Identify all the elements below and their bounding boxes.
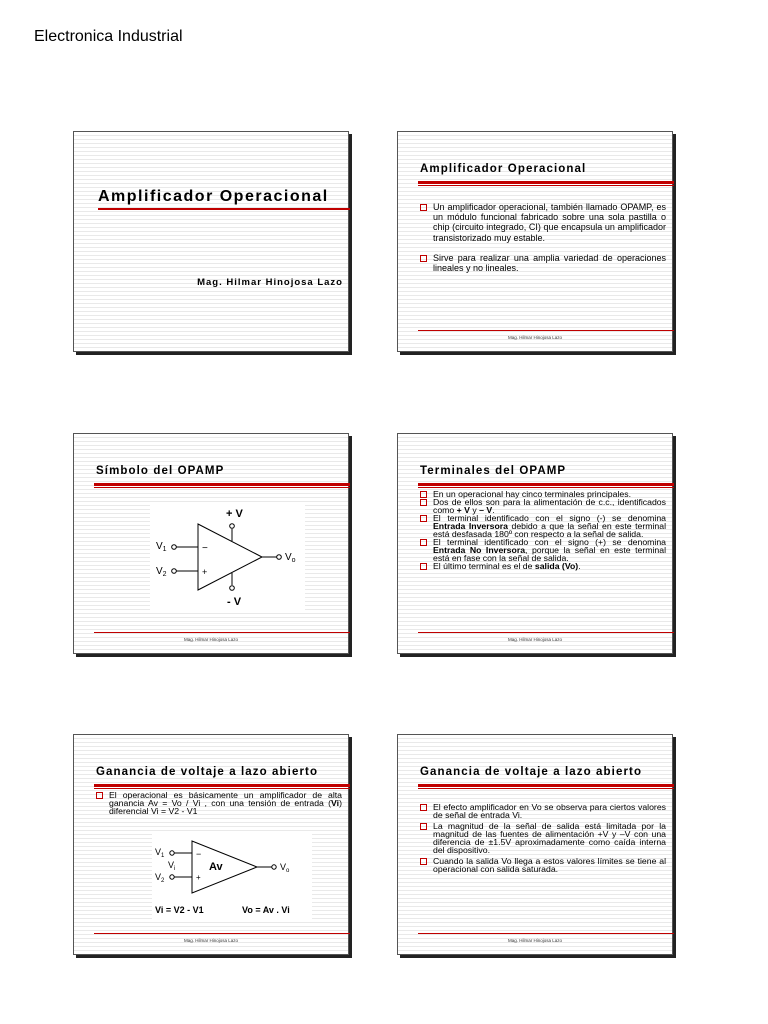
slide-footer: Mag. Hilmar Hinojosa Lazo xyxy=(507,938,563,943)
slide-heading: Ganancia de voltaje a lazo abierto xyxy=(96,766,319,778)
label-vo: $V_o$ xyxy=(280,862,290,874)
bullet-icon xyxy=(420,499,427,506)
terminal-v1 xyxy=(170,851,174,855)
list-item: El terminal identificado con el signo (-) se denomina Entrada Inversora debido a que la señal en este terminal está desfasada 180º con respecto a la señal de salida. xyxy=(418,514,666,538)
terminal-plus-v xyxy=(230,524,235,529)
bullet-icon xyxy=(420,804,427,811)
list-item: Un amplificador operacional, también llamado OPAMP, es un módulo funcional fabricado sobre una sola pastilla o chip (circuito integrado, CI) que encapsula un amplificador transistorizado muy estable. xyxy=(418,202,666,243)
slide-heading: Amplificador Operacional xyxy=(420,163,587,175)
list-item: El operacional es básicamente un amplificador de alta ganancia Av = Vo / Vi , con una tensión de entrada (Vi) diferencial Vi = V2 - V1 xyxy=(94,791,342,815)
opamp-symbol-diagram xyxy=(150,504,305,610)
bullet-icon xyxy=(420,858,427,865)
slide-title-heading: Amplificador Operacional xyxy=(98,188,329,205)
noninverting-sign: + xyxy=(196,873,201,882)
footer-rule xyxy=(418,933,674,934)
title-rule xyxy=(418,784,674,789)
slide-simbolo xyxy=(73,433,349,654)
list-item: En un operacional hay cinco terminales principales. xyxy=(418,490,666,498)
slide-amplificador xyxy=(397,131,673,352)
title-rule xyxy=(418,483,674,488)
list-item: Cuando la salida Vo llega a estos valores límites se tiene al operacional con salida saturada. xyxy=(418,857,666,873)
label-vi: $V_i$ xyxy=(168,860,176,872)
footer-rule xyxy=(94,632,350,633)
list-item: Sirve para realizar una amplia variedad de operaciones lineales y no lineales. xyxy=(418,253,666,273)
terminal-vo xyxy=(272,865,276,869)
terminal-v2 xyxy=(170,875,174,879)
terminal-vo xyxy=(277,555,282,560)
label-minus-v: - V xyxy=(227,596,242,608)
label-v2: $V_2$ xyxy=(155,872,165,884)
bullet-list xyxy=(418,490,666,570)
list-item: Dos de ellos son para la alimentación de c.c., identificados como + V y – V. xyxy=(418,498,666,514)
slide-terminales xyxy=(397,433,673,654)
list-item: El último terminal es el de salida (Vo). xyxy=(418,562,666,570)
bullet-icon xyxy=(420,823,427,830)
title-rule xyxy=(98,208,350,210)
bullet-icon xyxy=(420,563,427,570)
slide-footer: Mag. Hilmar Hinojosa Lazo xyxy=(507,637,563,642)
slide-footer: Mag. Hilmar Hinojosa Lazo xyxy=(183,938,239,943)
equation-vo: Vo = Av . Vi xyxy=(242,905,290,915)
label-av: Av xyxy=(209,861,223,873)
slide-footer: Mag. Hilmar Hinojosa Lazo xyxy=(507,335,563,340)
slide-title xyxy=(73,131,349,352)
label-plus-v: + V xyxy=(226,508,243,520)
author-name: Mag. Hilmar Hinojosa Lazo xyxy=(197,277,343,288)
bullet-list xyxy=(94,791,342,815)
terminal-v1 xyxy=(172,545,177,550)
slide-ganancia-1 xyxy=(73,734,349,955)
bullet-icon xyxy=(420,515,427,522)
bullet-list xyxy=(418,202,666,273)
bullet-icon xyxy=(420,255,427,262)
opamp-gain-diagram xyxy=(152,833,312,921)
slide-footer: Mag. Hilmar Hinojosa Lazo xyxy=(183,637,239,642)
inverting-sign: − xyxy=(196,849,202,859)
label-vo: $V_o$ xyxy=(285,552,296,564)
footer-rule xyxy=(94,933,350,934)
terminal-minus-v xyxy=(230,586,235,591)
bullet-icon xyxy=(420,491,427,498)
bullet-icon xyxy=(420,204,427,211)
page-header: Electronica Industrial xyxy=(34,28,183,45)
label-v1: $V_1$ xyxy=(155,847,165,859)
footer-rule xyxy=(418,632,674,633)
slide-heading: Ganancia de voltaje a lazo abierto xyxy=(420,766,643,778)
inverting-sign: − xyxy=(202,543,208,554)
slide-heading: Terminales del OPAMP xyxy=(420,465,567,477)
bullet-list xyxy=(418,803,666,873)
slide-ganancia-2 xyxy=(397,734,673,955)
list-item: El efecto amplificador en Vo se observa para ciertos valores de señal de entrada Vi. xyxy=(418,803,666,819)
equation-vi: Vi = V2 - V1 xyxy=(155,905,204,915)
list-item: La magnitud de la señal de salida está limitada por la magnitud de las fuentes de alimentación +V y –V con una diferencia de ±1.5V aproximadamente como caída interna del dispositivo. xyxy=(418,822,666,854)
list-item: El terminal identificado con el signo (+) se denomina Entrada No Inversora, porque la señal en este terminal está en fase con la señal de salida. xyxy=(418,538,666,562)
label-v2: $V_2$ xyxy=(156,566,167,578)
title-rule xyxy=(418,181,674,186)
title-rule xyxy=(94,483,350,488)
slide-heading: Símbolo del OPAMP xyxy=(96,465,225,477)
terminal-v2 xyxy=(172,569,177,574)
bullet-icon xyxy=(96,792,103,799)
bullet-icon xyxy=(420,539,427,546)
noninverting-sign: + xyxy=(202,567,208,577)
title-rule xyxy=(94,784,350,789)
label-v1: $V_1$ xyxy=(156,541,167,553)
footer-rule xyxy=(418,330,674,331)
